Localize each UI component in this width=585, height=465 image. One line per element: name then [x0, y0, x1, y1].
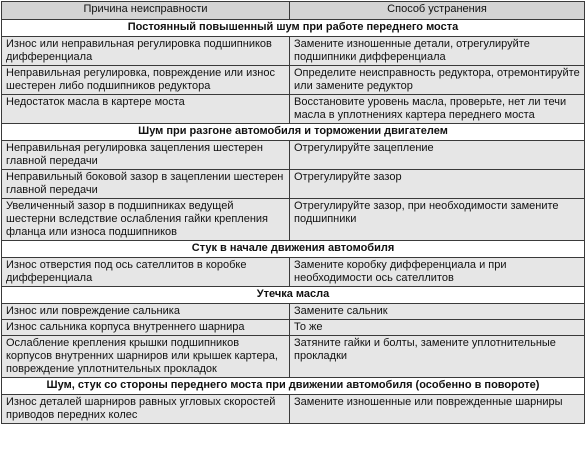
remedy-cell: Замените изношенные детали, отрегулируйте подшипники дифференциала [290, 37, 585, 66]
table-row [2, 95, 585, 124]
remedy-cell: Отрегулируйте зазор, при необходимости замените подшипники [290, 199, 585, 241]
cause-cell: Неправильная регулировка, повреждение или износ шестерен либо подшипников редуктора [2, 66, 290, 95]
cause-cell: Увеличенный зазор в подшипниках ведущей шестерни вследствие ослабления гайки крепления фланца или износа подшипников [2, 199, 290, 241]
header-cause: Причина неисправности [2, 2, 290, 20]
section-heading-row [2, 124, 585, 141]
section-title: Шум, стук со стороны переднего моста при движении автомобиля (особенно в повороте) [2, 378, 585, 395]
cause-cell: Недостаток масла в картере моста [2, 95, 290, 124]
table-row [2, 395, 585, 424]
section-heading-row [2, 20, 585, 37]
section-heading-row [2, 241, 585, 258]
remedy-cell: Замените сальник [290, 304, 585, 320]
remedy-cell: Отрегулируйте зацепление [290, 141, 585, 170]
table-row [2, 199, 585, 241]
remedy-cell: То же [290, 320, 585, 336]
section-heading-row [2, 378, 585, 395]
troubleshooting-table [1, 1, 585, 424]
cause-cell: Неправильный боковой зазор в зацеплении шестерен главной передачи [2, 170, 290, 199]
section-title: Утечка масла [2, 287, 585, 304]
section-title: Постоянный повышенный шум при работе переднего моста [2, 20, 585, 37]
remedy-cell: Восстановите уровень масла, проверьте, нет ли течи масла в уплотнениях картера переднего моста [290, 95, 585, 124]
section-title: Шум при разгоне автомобиля и торможении двигателем [2, 124, 585, 141]
table-row [2, 258, 585, 287]
table-row [2, 37, 585, 66]
cause-cell: Износ сальника корпуса внутреннего шарнира [2, 320, 290, 336]
table-row [2, 66, 585, 95]
remedy-cell: Замените изношенные или поврежденные шарниры [290, 395, 585, 424]
cause-cell: Износ отверстия под ось сателлитов в коробке дифференциала [2, 258, 290, 287]
section-title: Стук в начале движения автомобиля [2, 241, 585, 258]
table-row [2, 170, 585, 199]
remedy-cell: Затяните гайки и болты, замените уплотнительные прокладки [290, 336, 585, 378]
cause-cell: Ослабление крепления крышки подшипников корпусов внутренних шарниров или крышек картера, повреждение уплотнительных прокладок [2, 336, 290, 378]
cause-cell: Износ деталей шарниров равных угловых скоростей приводов передних колес [2, 395, 290, 424]
table-row [2, 336, 585, 378]
remedy-cell: Отрегулируйте зазор [290, 170, 585, 199]
table-row [2, 141, 585, 170]
table-row [2, 320, 585, 336]
section-heading-row [2, 287, 585, 304]
table-header-row [2, 2, 585, 20]
cause-cell: Износ или повреждение сальника [2, 304, 290, 320]
remedy-cell: Замените коробку дифференциала и при необходимости ось сателлитов [290, 258, 585, 287]
remedy-cell: Определите неисправность редуктора, отремонтируйте или замените редуктор [290, 66, 585, 95]
cause-cell: Износ или неправильная регулировка подшипников дифференциала [2, 37, 290, 66]
table-row [2, 304, 585, 320]
cause-cell: Неправильная регулировка зацепления шестерен главной передачи [2, 141, 290, 170]
header-remedy: Способ устранения [290, 2, 585, 20]
